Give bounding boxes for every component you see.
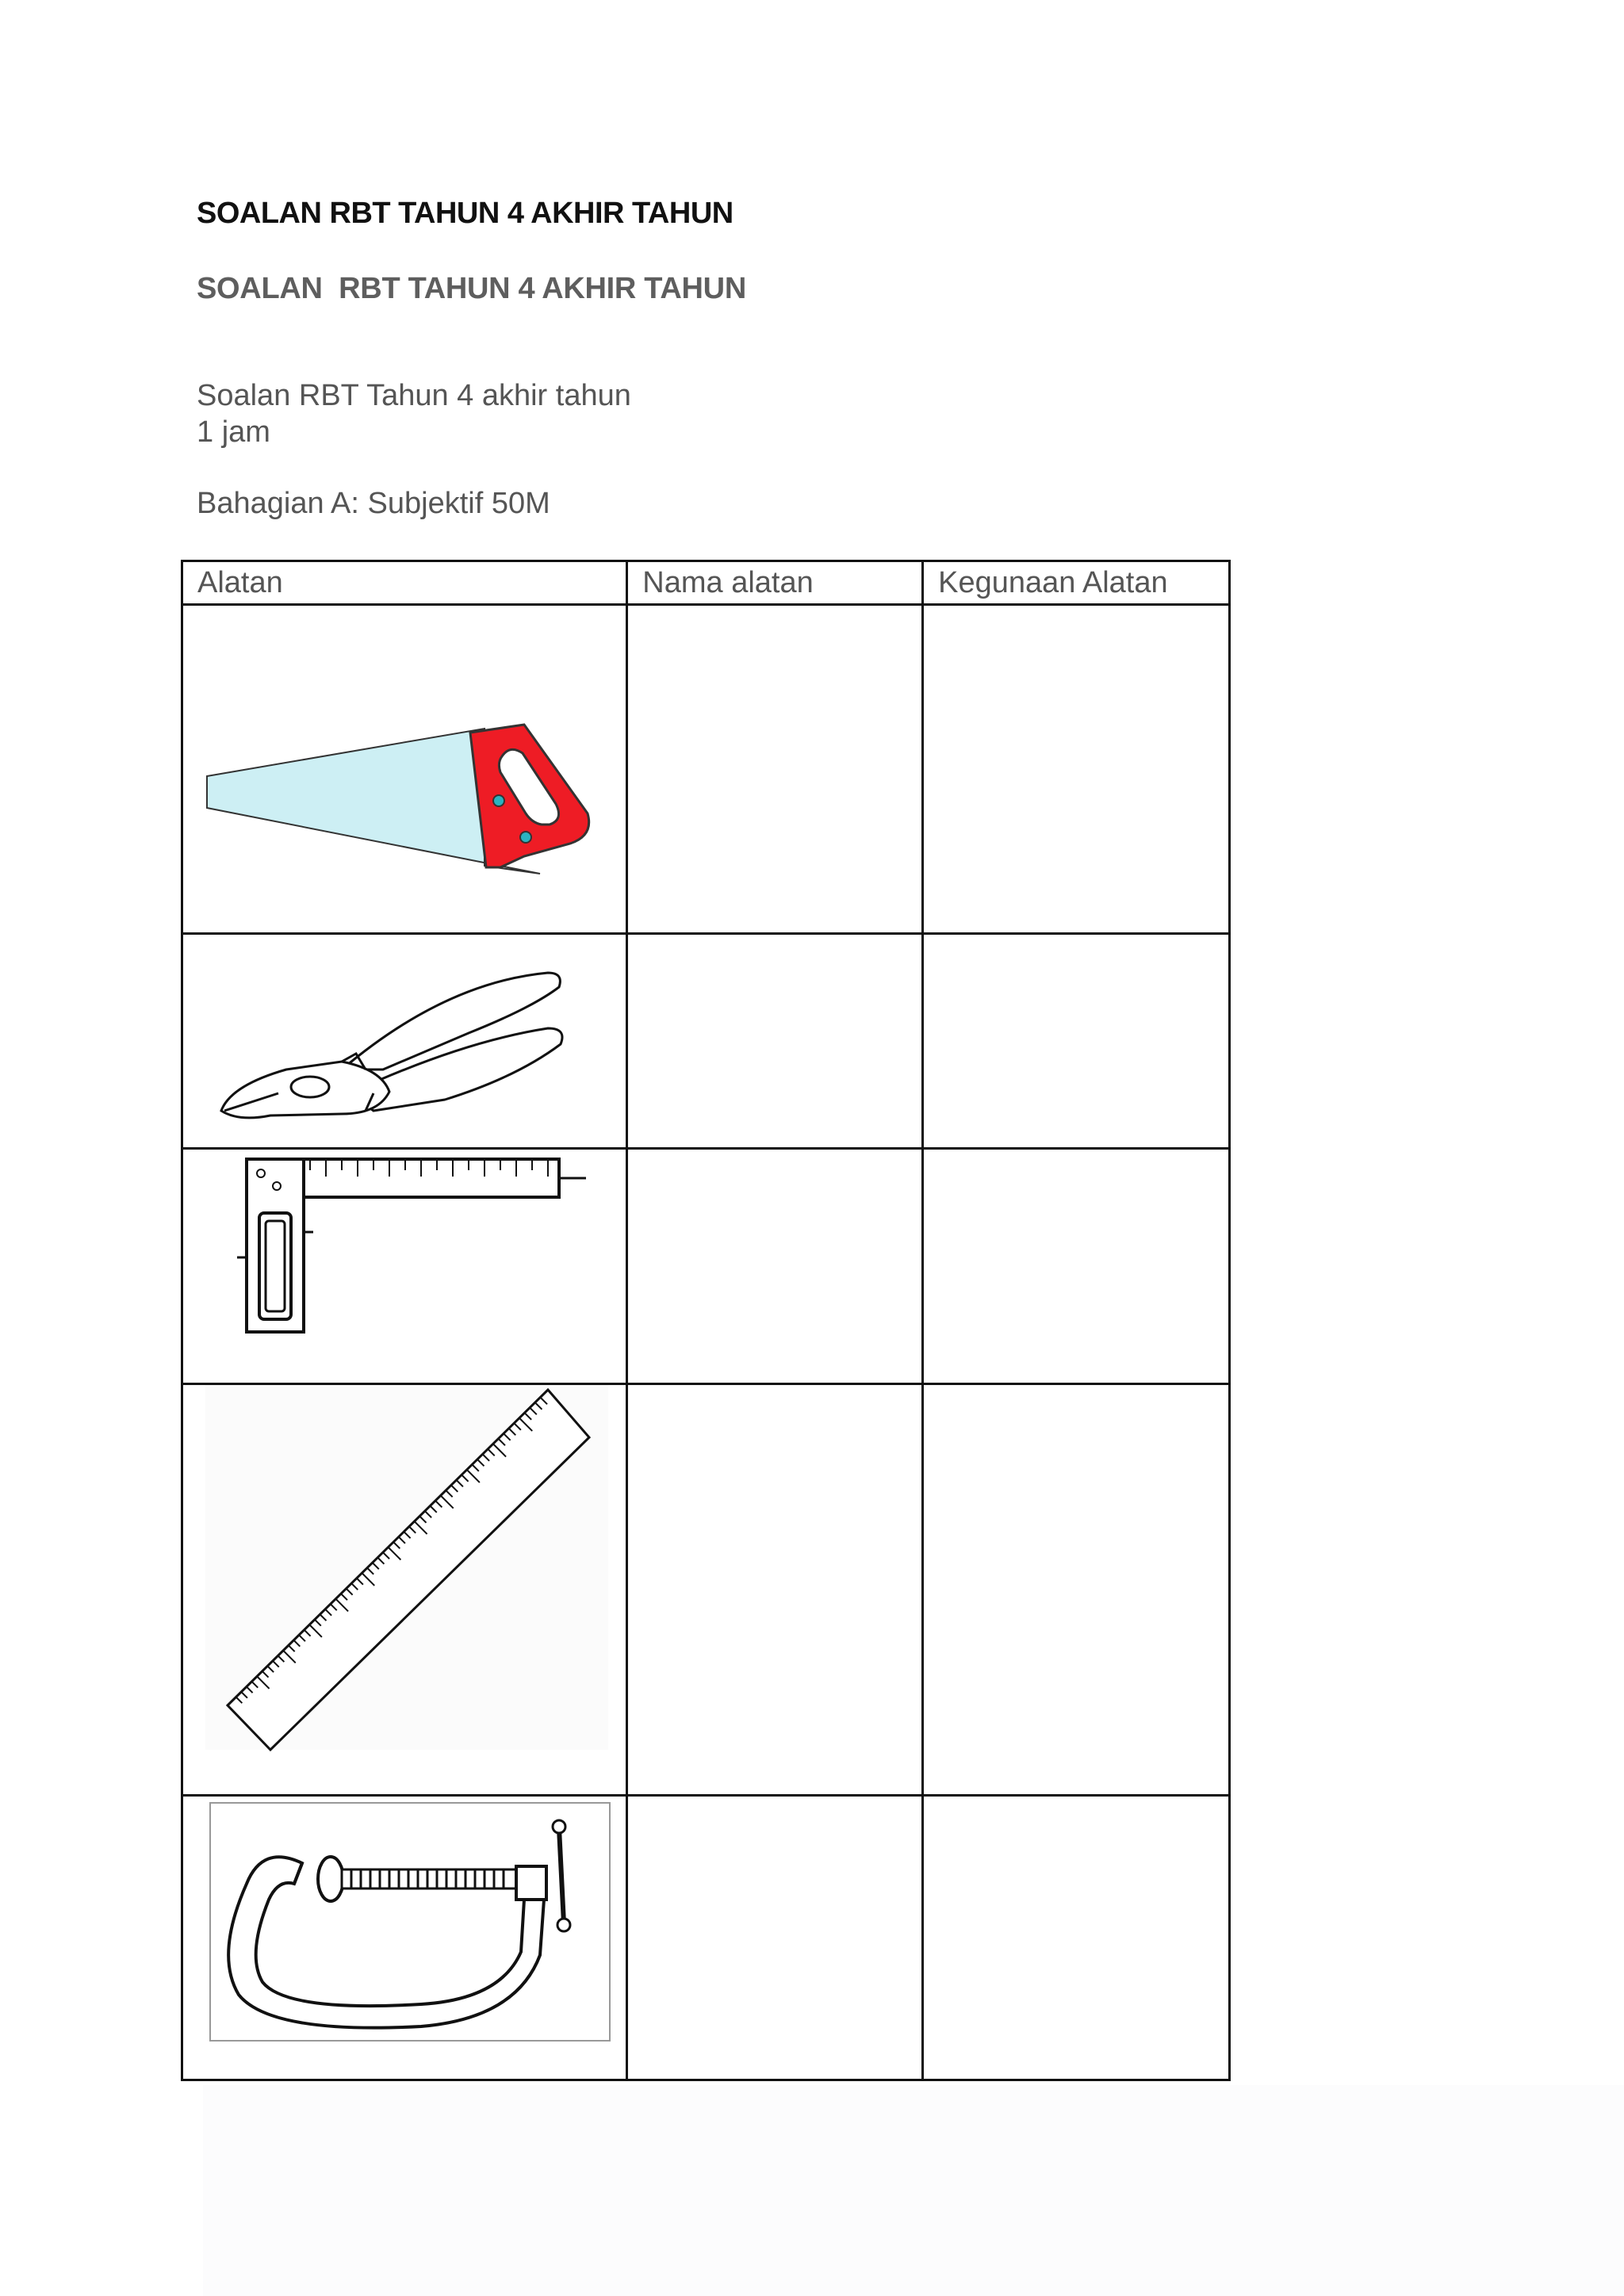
pliers-icon [183,935,627,1147]
duration-text: 1 jam [197,415,270,449]
g-clamp-icon [183,1797,627,2079]
nama-alatan-answer-cell[interactable] [627,1384,923,1796]
hand-saw-icon [183,606,627,932]
table-header-row [182,561,1230,605]
tool-image-cell [182,1796,627,2080]
tool-image-cell [182,1149,627,1384]
nama-alatan-answer-cell[interactable] [627,605,923,934]
kegunaan-alatan-answer-cell[interactable] [923,605,1230,934]
try-square-icon [183,1150,627,1383]
header-kegunaan-alatan: Kegunaan Alatan [923,561,1230,605]
document-subtitle: SOALAN RBT TAHUN 4 AKHIR TAHUN [197,272,746,305]
kegunaan-alatan-answer-cell[interactable] [923,1384,1230,1796]
page-bottom-shade [203,2085,1624,2296]
table-row [182,934,1230,1149]
kegunaan-alatan-answer-cell[interactable] [923,1149,1230,1384]
intro-line: Soalan RBT Tahun 4 akhir tahun [197,379,631,412]
table-row [182,1796,1230,2080]
tool-image-cell [182,605,627,934]
tool-image-cell [182,934,627,1149]
nama-alatan-answer-cell[interactable] [627,1796,923,2080]
table-row [182,605,1230,934]
tool-image-cell [182,1384,627,1796]
nama-alatan-answer-cell[interactable] [627,1149,923,1384]
kegunaan-alatan-answer-cell[interactable] [923,934,1230,1149]
header-nama-alatan: Nama alatan [627,561,923,605]
ruler-icon [183,1385,627,1794]
nama-alatan-answer-cell[interactable] [627,934,923,1149]
table-row [182,1149,1230,1384]
tools-table [181,560,1231,2081]
section-heading: Bahagian A: Subjektif 50M [197,487,550,520]
header-alatan: Alatan [182,561,627,605]
kegunaan-alatan-answer-cell[interactable] [923,1796,1230,2080]
table-row [182,1384,1230,1796]
document-title: SOALAN RBT TAHUN 4 AKHIR TAHUN [197,197,733,230]
